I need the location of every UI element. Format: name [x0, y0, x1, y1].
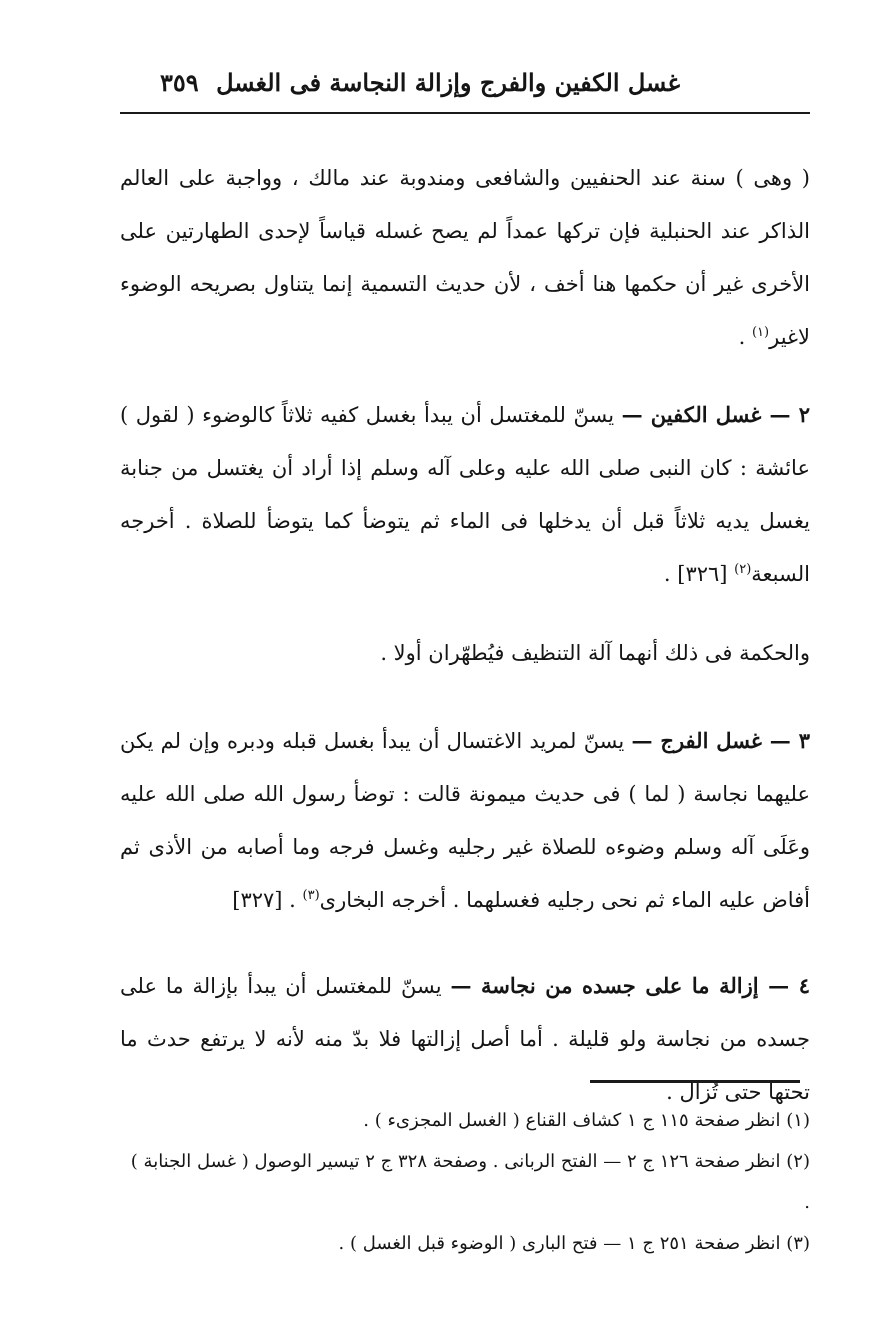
paragraph-washing-hands: [120, 388, 810, 601]
item-heading: ٢ — غسل الكفين —: [621, 402, 811, 427]
paragraph-intro: [120, 152, 810, 364]
paragraph-text: والحكمة فى ذلك أنهما آلة التنظيف فيُطهّران أولا .: [380, 641, 810, 665]
paragraph-tail: .: [738, 325, 752, 349]
paragraph-text: يسنّ لمريد الاغتسال أن يبدأ بغسل قبله ودبره وإن لم يكن عليهما نجاسة ( لما ) فى حديث ميمونة قالت : توضأ رسول الله صلى الله عليه وعَلَى آله وسلم وضوءه للصلاة غير رجليه وغسل فرجه وما أصابه من الأذى ثم أفاض عليه الماء ثم نحى رجليه فغسلهما . أخرجه البخارى: [120, 729, 810, 912]
footnotes: [120, 1100, 810, 1264]
footnote-ref: (٣): [302, 888, 320, 903]
page-header: [120, 60, 810, 114]
running-title: غسل الكفين والفرج وإزالة النجاسة فى الغسل: [216, 68, 680, 97]
footnote-ref: (١): [751, 325, 770, 340]
paragraph-text: يسنّ للمغتسل أن يبدأ بإزالة ما على جسده من نجاسة ولو قليلة . أما أصل إزالتها فلا بدّ منه لأنه لا يرتفع حدث ما تحتها حتى تُزال .: [120, 974, 810, 1104]
main-text: [120, 152, 810, 1119]
paragraph-removing-impurity: [120, 959, 810, 1119]
item-heading: ٤ — إزالة ما على جسده من نجاسة —: [450, 973, 810, 998]
item-heading: ٣ — غسل الفرج —: [631, 728, 810, 753]
footnote-2: (٢) انظر صفحة ١٢٦ ج ٢ — الفتح الربانى . وصفحة ٣٢٨ ج ٢ تيسير الوصول ( غسل الجنابة ) .: [130, 1151, 810, 1213]
footnote-separator: [590, 1080, 800, 1083]
footnote-3: (٣) انظر صفحة ٢٥١ ج ١ — فتح البارى ( الوضوء قبل الغسل ) .: [338, 1233, 810, 1254]
page-number: ٣٥٩: [160, 68, 199, 97]
paragraph-washing-private-parts: [120, 714, 810, 927]
footnote-ref: (٢): [734, 562, 752, 577]
paragraph-tail: . [٣٢٧]: [232, 888, 303, 912]
footnote-1: (١) انظر صفحة ١١٥ ج ١ كشاف القناع ( الغسل المجزىء ) .: [363, 1110, 810, 1131]
book-page: [120, 60, 810, 1290]
paragraph-wisdom: [120, 627, 810, 680]
paragraph-text: يسنّ للمغتسل أن يبدأ بغسل كفيه ثلاثاً كالوضوء ( لقول ) عائشة : كان النبى صلى الله عليه وعلى آله وسلم إذا أراد أن يغتسل من جنابة يغسل يديه ثلاثاً قبل أن يدخلها فى الماء ثم يتوضأ كما يتوضأ للصلاة . أخرجه السبعة: [120, 403, 810, 586]
paragraph-tail: [٣٢٦] .: [663, 562, 735, 586]
paragraph-text: ( وهى ) سنة عند الحنفيين والشافعى ومندوبة عند مالك ، وواجبة على العالم الذاكر عند الحنبلية فإن تركها عمداً لم يصح غسله قياساً لإحدى الطهارتين على الأخرى غير أن حكمها هنا أخف ، لأن حديث التسمية إنما يتناول بصريحه الوضوء لاغير: [120, 166, 810, 349]
